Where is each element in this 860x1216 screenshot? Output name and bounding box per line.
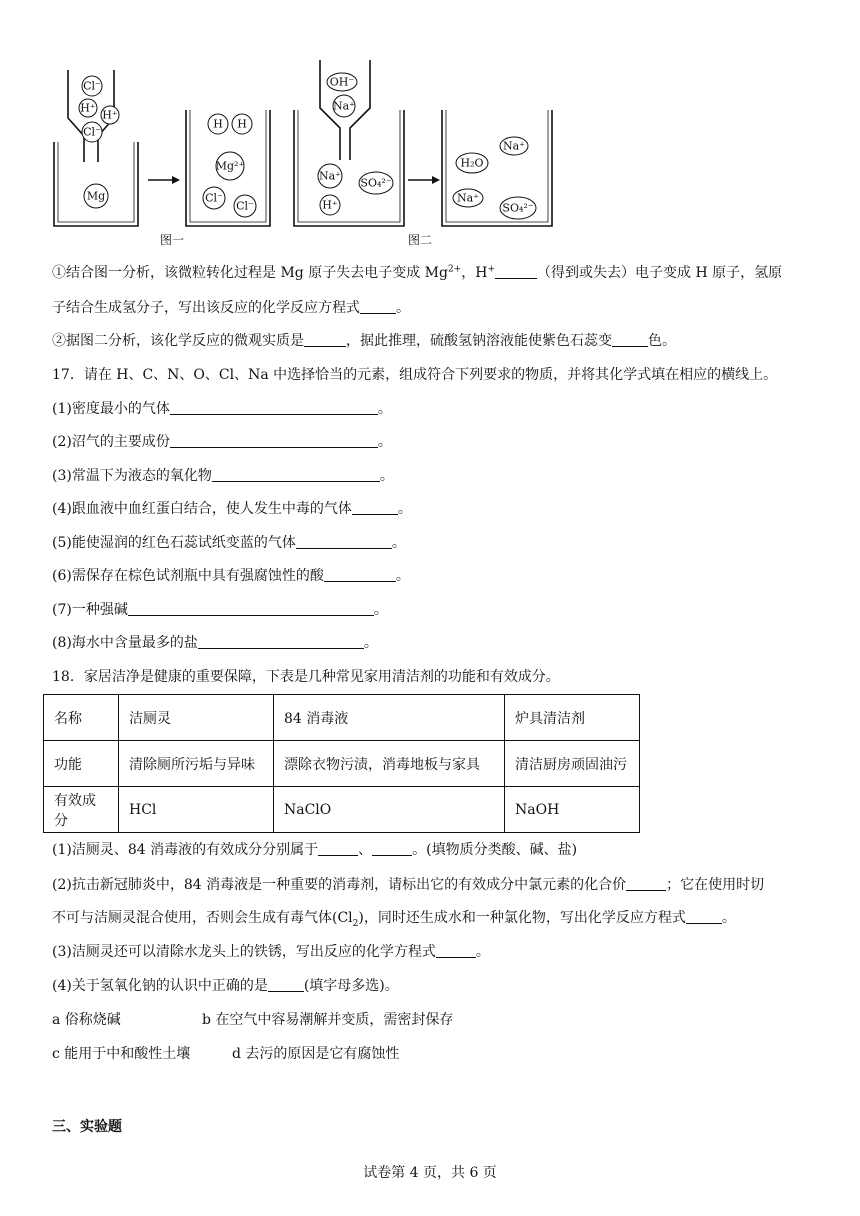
- table-cell: 洁厕灵: [119, 695, 274, 741]
- ion-cl: Cl⁻: [83, 125, 101, 139]
- molecule-h2o: H₂O: [460, 156, 484, 170]
- answer-blank[interactable]: [352, 500, 398, 515]
- answer-blank[interactable]: [324, 567, 396, 582]
- answer-blank[interactable]: [170, 400, 378, 415]
- arrow-icon: [432, 176, 440, 184]
- q16-part2: ②据图二分析，该化学反应的微观实质是 ，据此推理，硫酸氢钠溶液能使紫色石蕊变 色。: [52, 333, 676, 349]
- q17-item: (7)一种强碱 。: [52, 602, 388, 618]
- ion-cl: Cl⁻: [236, 199, 254, 213]
- arrow-icon: [172, 176, 180, 184]
- ion-na: Na⁺: [333, 99, 355, 113]
- answer-blank[interactable]: [612, 332, 648, 347]
- q17-item: (5)能使湿润的红色石蕊试纸变蓝的气体 。: [52, 535, 406, 551]
- q17-item: (3)常温下为液态的氧化物 。: [52, 468, 394, 484]
- atom-mg: Mg: [86, 189, 106, 203]
- table-cell: 名称: [44, 695, 119, 741]
- figure-caption-1: 图一: [159, 233, 185, 247]
- answer-blank[interactable]: [372, 841, 412, 856]
- ion-h-plus: H⁺: [102, 108, 118, 122]
- ion-na: Na⁺: [503, 139, 525, 153]
- answer-blank[interactable]: [212, 467, 380, 482]
- q17-item: (1)密度最小的气体 。: [52, 401, 392, 417]
- q18-sub3: (3)洁厕灵还可以清除水龙头上的铁锈，写出反应的化学方程式 。: [52, 944, 490, 960]
- figure-caption-2: 图二: [407, 233, 433, 247]
- reaction-diagram: [40, 50, 560, 250]
- ion-na: Na⁺: [457, 191, 479, 205]
- cleaner-table: [43, 694, 640, 833]
- answer-blank[interactable]: [304, 332, 346, 347]
- q17-item: (2)沼气的主要成份 。: [52, 434, 392, 450]
- ion-h-plus: H⁺: [322, 198, 338, 212]
- ion-cl: Cl⁻: [83, 79, 101, 93]
- table-cell: 有效成分: [44, 787, 119, 833]
- answer-blank[interactable]: [318, 841, 358, 856]
- answer-blank[interactable]: [626, 876, 666, 891]
- answer-blank[interactable]: [268, 977, 304, 992]
- atom-h: H: [213, 117, 223, 131]
- ion-mg2: Mg²⁺: [215, 159, 245, 173]
- option-a: a 俗称烧碱: [52, 1012, 121, 1028]
- answer-blank[interactable]: [198, 634, 364, 649]
- ion-oh: OH⁻: [329, 75, 355, 89]
- ion-h-plus: H⁺: [80, 101, 96, 115]
- q18-sub2-line1: (2)抗击新冠肺炎中，84 消毒液是一种重要的消毒剂，请标出它的有效成分中氯元素的化合价 ；它在使用时切: [52, 877, 765, 893]
- ion-so4: SO₄²⁻: [360, 176, 392, 190]
- table-cell: 漂除衣物污渍，消毒地板与家具: [274, 741, 505, 787]
- table-row: [44, 741, 640, 787]
- page-footer: 试卷第 4 页，共 6 页: [363, 1165, 497, 1181]
- table-cell: 炉具清洁剂: [505, 695, 640, 741]
- q18-sub4: (4)关于氢氧化钠的认识中正确的是 (填字母多选)。: [52, 978, 399, 994]
- option-b: b 在空气中容易潮解并变质，需密封保存: [202, 1012, 454, 1028]
- table-cell: NaOH: [505, 787, 640, 833]
- table-cell: 清除厕所污垢与异味: [119, 741, 274, 787]
- option-d: d 去污的原因是它有腐蚀性: [232, 1046, 400, 1062]
- answer-blank[interactable]: [495, 264, 537, 279]
- table-row: [44, 787, 640, 833]
- q16-part1-line2: 子结合生成氢分子，写出该反应的化学反应方程式 。: [52, 300, 410, 316]
- q18-sub2-line2: 不可与洁厕灵混合使用，否则会生成有毒气体$(Cl_2)$，同时还生成水和一种氯化物，写出化学反应方程式 。: [52, 910, 736, 929]
- table-row: [44, 695, 640, 741]
- q17-item: (4)跟血液中血红蛋白结合，使人发生中毒的气体 。: [52, 501, 412, 517]
- answer-blank[interactable]: [360, 299, 396, 314]
- table-cell: 84 消毒液: [274, 695, 505, 741]
- table-cell: 清洁厨房顽固油污: [505, 741, 640, 787]
- option-c: c 能用于中和酸性土壤: [52, 1046, 191, 1062]
- table-cell: 功能: [44, 741, 119, 787]
- answer-blank[interactable]: [170, 433, 378, 448]
- ion-na: Na⁺: [319, 169, 341, 183]
- ion-cl: Cl⁻: [205, 191, 223, 205]
- q16-part1-line1: ①结合图一分析，该微粒转化过程是 Mg 原子失去电子变成 $Mg^{2+}$，H+ （得到或失去）电子变成 H 原子，氢原: [52, 264, 783, 281]
- answer-blank[interactable]: [686, 909, 722, 924]
- ion-so4: SO₄²⁻: [502, 201, 534, 215]
- q17-stem: 17．请在 H、C、N、O、Cl、Na 中选择恰当的元素，组成符合下列要求的物质，并将其化学式填在相应的横线上。: [52, 367, 778, 383]
- q18-stem: 18．家居洁净是健康的重要保障，下表是几种常见家用清洁剂的功能和有效成分。: [52, 669, 560, 685]
- table-cell: NaClO: [274, 787, 505, 833]
- answer-blank[interactable]: [128, 601, 374, 616]
- answer-blank[interactable]: [296, 534, 392, 549]
- answer-blank[interactable]: [436, 943, 476, 958]
- q17-item: (8)海水中含量最多的盐 。: [52, 635, 378, 651]
- q18-sub1: (1)洁厕灵、84 消毒液的有效成分分别属于 、 。(填物质分类酸、碱、盐): [52, 842, 578, 858]
- q17-item: (6)需保存在棕色试剂瓶中具有强腐蚀性的酸 。: [52, 568, 410, 584]
- table-cell: HCl: [119, 787, 274, 833]
- atom-h: H: [237, 117, 247, 131]
- section-title: 三、实验题: [52, 1119, 122, 1135]
